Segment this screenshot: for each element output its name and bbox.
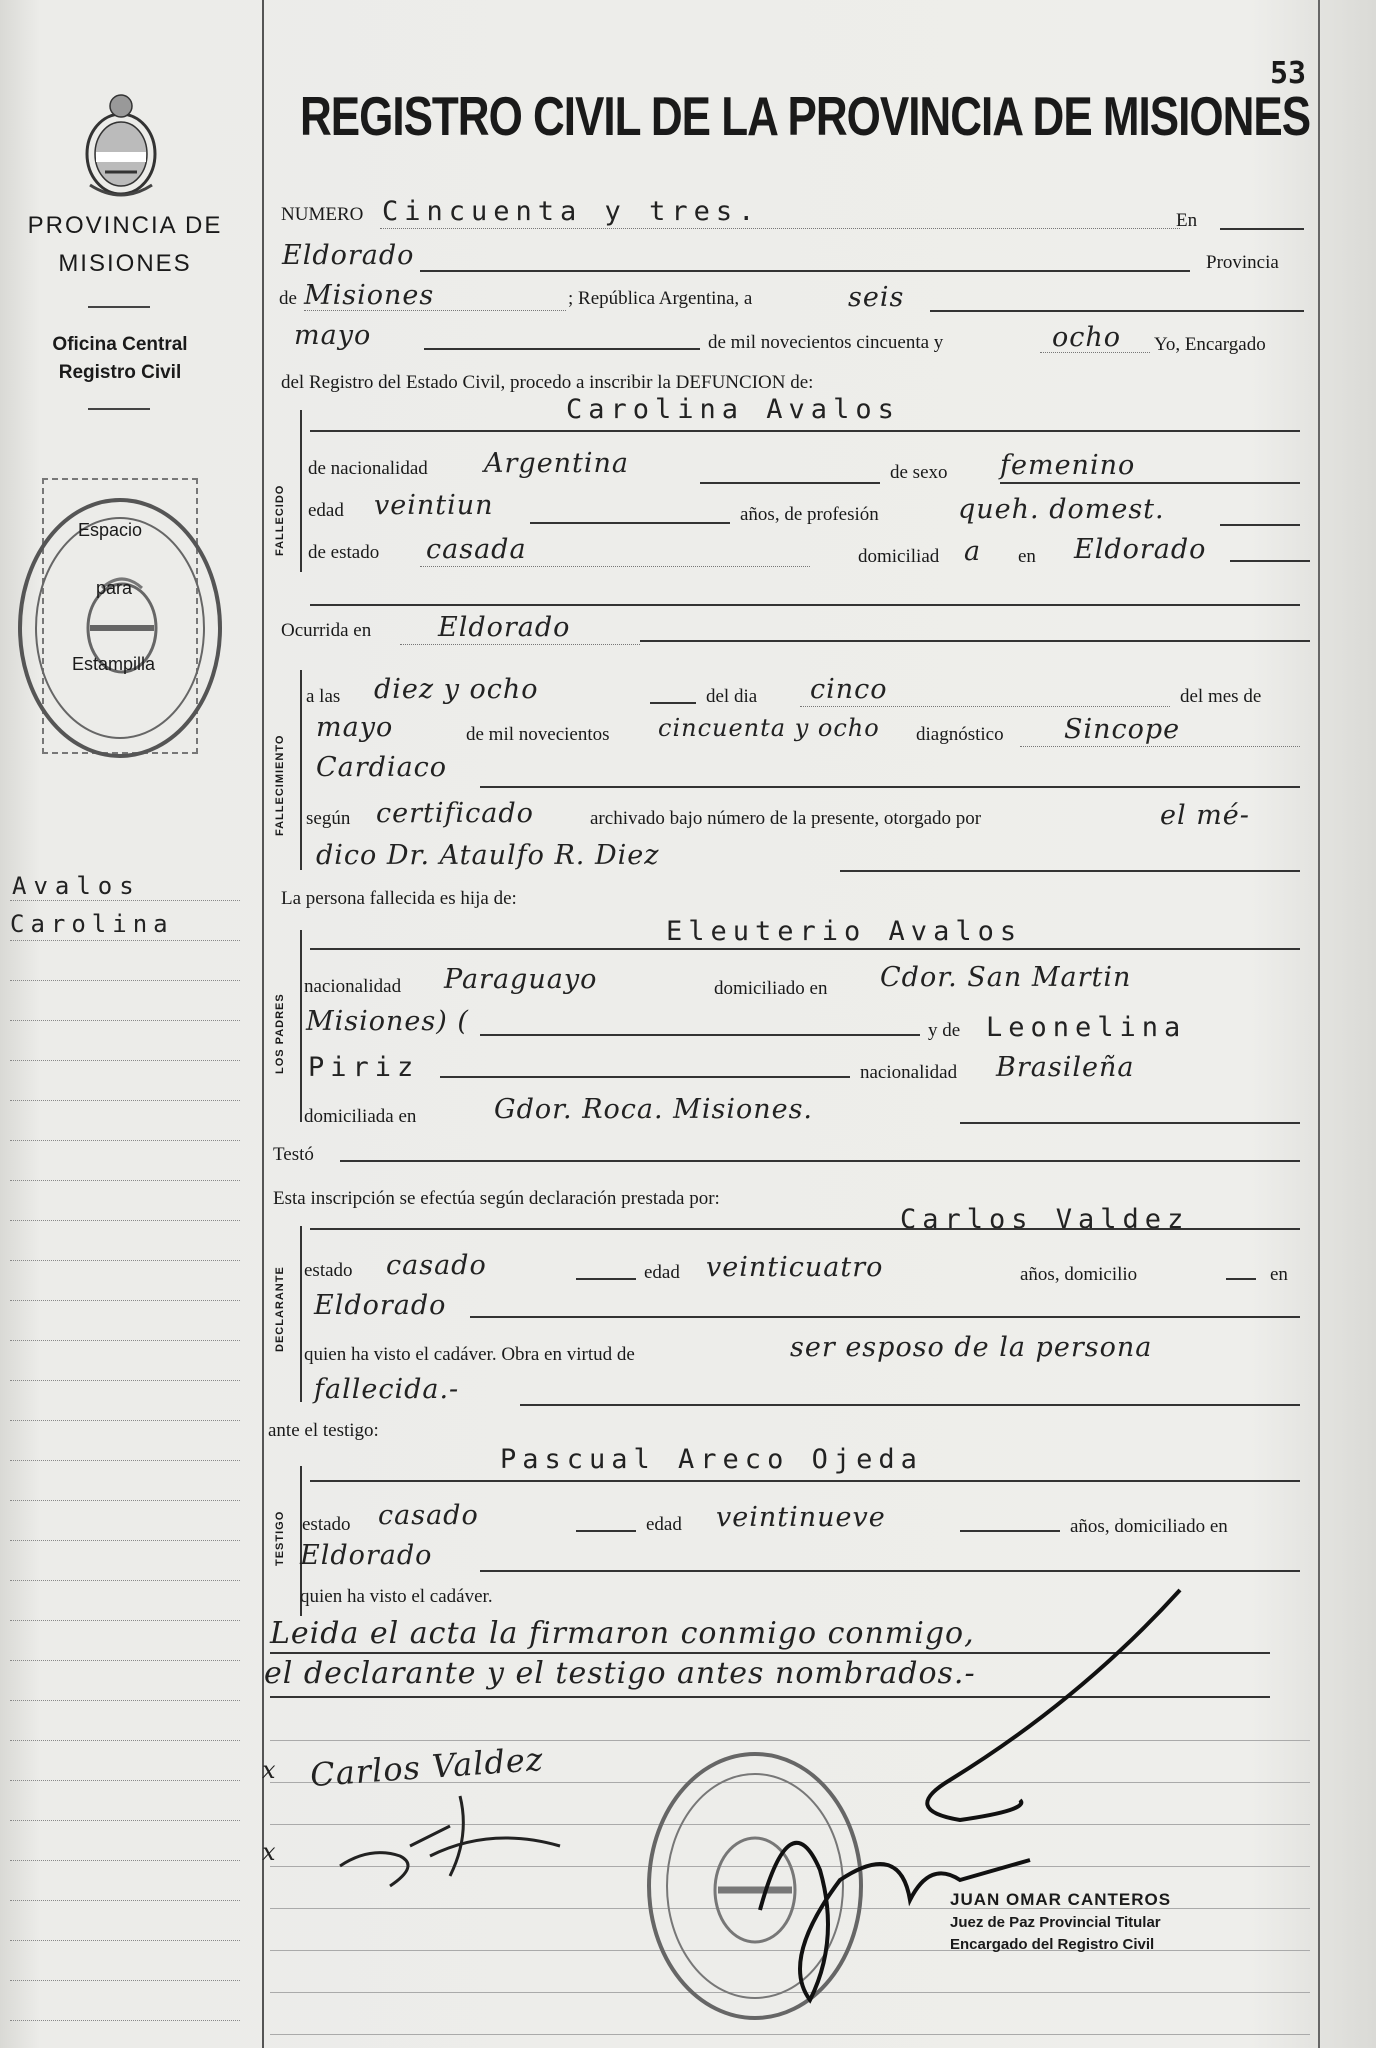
yo-encargado-label: Yo, Encargado bbox=[1154, 334, 1266, 355]
dia-label: del dia bbox=[706, 686, 758, 707]
sidebar-rule bbox=[10, 1740, 240, 1741]
edad-value: veintiun bbox=[374, 490, 494, 521]
domiciliada-label: domiciliada en bbox=[304, 1106, 417, 1127]
fill-line bbox=[1000, 482, 1300, 484]
sidebar-rule bbox=[10, 1580, 240, 1581]
fill-line bbox=[960, 1530, 1060, 1532]
official-signature-scribble-icon bbox=[700, 1580, 1200, 2020]
fill-line bbox=[310, 430, 1300, 432]
padre-name: Eleuterio Avalos bbox=[666, 916, 1023, 947]
ruled-line bbox=[270, 2034, 1310, 2035]
novecientos-label: de mil novecientos bbox=[466, 724, 610, 745]
sidebar-rule bbox=[10, 1780, 240, 1781]
domicilio-value: Eldorado bbox=[1074, 534, 1207, 565]
fill-line bbox=[380, 228, 1180, 229]
fill-line bbox=[420, 270, 1190, 272]
fill-line bbox=[440, 1076, 850, 1078]
sidebar-rule bbox=[10, 1500, 240, 1501]
fill-line bbox=[1220, 228, 1304, 230]
provincia-label: Provincia bbox=[1206, 252, 1279, 273]
diagnostico-label: diagnóstico bbox=[916, 724, 1004, 745]
sidebar-rule bbox=[10, 900, 240, 901]
witness-signature-scribble-icon bbox=[330, 1786, 570, 1896]
domiciliad-label: domiciliad bbox=[858, 546, 940, 567]
cadaver-label: quien ha visto el cadáver. bbox=[300, 1586, 493, 1607]
sidebar-rule bbox=[10, 1340, 240, 1341]
sidebar-rule bbox=[10, 1820, 240, 1821]
padres-section-label: LOS PADRES bbox=[274, 993, 286, 1074]
stamp-space-label: Espacio bbox=[78, 520, 143, 540]
sidebar-rule bbox=[10, 1540, 240, 1541]
fill-line bbox=[1230, 560, 1310, 562]
sidebar-rule bbox=[10, 2020, 240, 2021]
testigo-name: Pascual Areco Ojeda bbox=[500, 1444, 923, 1475]
fill-line bbox=[480, 1570, 1300, 1572]
declarante-estado: casado bbox=[386, 1250, 487, 1281]
sidebar-rule bbox=[10, 1700, 240, 1701]
margin-line bbox=[262, 0, 264, 2048]
ano-value: cincuenta y ocho bbox=[658, 714, 880, 742]
y-de-label: y de bbox=[928, 1020, 961, 1041]
mes-label: del mes de bbox=[1180, 686, 1262, 707]
sidebar-rule bbox=[10, 1060, 240, 1061]
virtud-value-2: fallecida.- bbox=[314, 1374, 460, 1405]
padre-domicilio-2: Misiones) ( bbox=[306, 1006, 469, 1037]
padre-nacionalidad: Paraguayo bbox=[444, 964, 598, 995]
sidebar-rule bbox=[10, 1100, 240, 1101]
declarante-domicilio: Eldorado bbox=[314, 1290, 447, 1321]
sexo-label: de sexo bbox=[890, 462, 948, 483]
sidebar-rule bbox=[10, 1660, 240, 1661]
declarante-section-label: DECLARANTE bbox=[274, 1266, 286, 1352]
madre-surname: Piriz bbox=[308, 1052, 420, 1083]
diagnostico-value-2: Cardiaco bbox=[316, 752, 448, 783]
fill-line bbox=[480, 786, 1300, 788]
hora-value: diez y ocho bbox=[374, 674, 539, 705]
fill-line bbox=[520, 1404, 1300, 1406]
sidebar-rule bbox=[10, 1380, 240, 1381]
cadaver-label: quien ha visto el cadáver. Obra en virtud de bbox=[304, 1344, 635, 1365]
cross-mark: x bbox=[262, 1838, 277, 1866]
sidebar-divider bbox=[88, 306, 150, 308]
fill-line bbox=[1226, 1278, 1256, 1280]
edad-label: edad bbox=[308, 500, 344, 521]
fill-line bbox=[700, 482, 880, 484]
testigo-edad: veintinueve bbox=[716, 1502, 886, 1533]
official-title: Juez de Paz Provincial Titular bbox=[950, 1914, 1161, 1931]
estado-value: casada bbox=[426, 534, 527, 565]
declarante-intro-label: Esta inscripción se efectúa según declaración prestada por: bbox=[273, 1188, 720, 1209]
year-value: ocho bbox=[1052, 322, 1122, 353]
sidebar-divider bbox=[88, 408, 150, 410]
province-heading-line2: MISIONES bbox=[58, 250, 192, 277]
sidebar-rule bbox=[10, 1460, 240, 1461]
fill-line bbox=[576, 1278, 636, 1280]
official-name: JUAN OMAR CANTEROS bbox=[950, 1890, 1172, 1909]
sidebar-rule bbox=[10, 1220, 240, 1221]
declarante-edad: veinticuatro bbox=[706, 1252, 884, 1283]
fill-line bbox=[640, 640, 1310, 642]
fill-line bbox=[930, 310, 1304, 312]
testigo-estado: casado bbox=[378, 1500, 479, 1531]
madre-domicilio: Gdor. Roca. Misiones. bbox=[494, 1094, 814, 1125]
mes-value: mayo bbox=[316, 712, 394, 743]
profesion-label: años, de profesión bbox=[740, 504, 879, 525]
sidebar-rule bbox=[10, 1620, 240, 1621]
numero-value: Cincuenta y tres. bbox=[382, 196, 761, 227]
national-coat-of-arms-icon bbox=[80, 90, 162, 202]
edad-label: edad bbox=[646, 1514, 682, 1535]
ocurrida-value: Eldorado bbox=[438, 612, 571, 643]
ocurrida-label: Ocurrida en bbox=[281, 620, 372, 641]
madre-nacionalidad-label: nacionalidad bbox=[860, 1062, 958, 1083]
place-value: Eldorado bbox=[282, 240, 415, 271]
fill-line bbox=[1220, 524, 1300, 526]
nacionalidad-value: Argentina bbox=[484, 448, 630, 479]
fill-line bbox=[424, 348, 700, 350]
deceased-name: Carolina Avalos bbox=[566, 394, 900, 425]
fill-line bbox=[960, 1122, 1300, 1124]
sidebar-rule bbox=[10, 1300, 240, 1301]
en-label: en bbox=[1018, 546, 1036, 567]
fill-line bbox=[310, 948, 1300, 950]
closing-line-2: el declarante y el testigo antes nombrados.- bbox=[264, 1656, 976, 1691]
provincia-value: Misiones bbox=[304, 280, 435, 311]
en-label: en bbox=[1270, 1264, 1288, 1285]
section-brace bbox=[300, 410, 302, 572]
sidebar-rule bbox=[10, 1180, 240, 1181]
testo-label: Testó bbox=[273, 1144, 314, 1165]
testigo-domicilio: Eldorado bbox=[300, 1540, 433, 1571]
fill-line bbox=[1020, 746, 1300, 747]
madre-nacionalidad: Brasileña bbox=[996, 1052, 1135, 1083]
estado-label: de estado bbox=[308, 542, 380, 563]
closing-line-1: Leida el acta la firmaron conmigo conmigo, bbox=[270, 1616, 975, 1651]
sidebar-rule bbox=[10, 1980, 240, 1981]
medico-value-1: el mé- bbox=[1160, 800, 1250, 831]
domiciliad-suffix: a bbox=[964, 536, 982, 567]
a-las-label: a las bbox=[306, 686, 341, 707]
section-brace bbox=[300, 1226, 302, 1402]
fill-line bbox=[400, 644, 640, 645]
de-label: de bbox=[279, 288, 297, 309]
fill-line bbox=[650, 702, 696, 704]
numero-label: NUMERO bbox=[281, 204, 364, 225]
sidebar-rule bbox=[10, 1020, 240, 1021]
virtud-value: ser esposo de la persona bbox=[790, 1332, 1153, 1363]
fill-line bbox=[840, 870, 1300, 872]
margin-note-surname: Avalos bbox=[12, 872, 141, 900]
sidebar-rule bbox=[10, 1860, 240, 1861]
dia-value: cinco bbox=[810, 674, 888, 705]
estado-label: estado bbox=[302, 1514, 351, 1535]
padres-intro-label: La persona fallecida es hija de: bbox=[281, 888, 517, 909]
segun-label: según bbox=[306, 808, 351, 829]
fill-line bbox=[310, 1480, 1300, 1482]
testigo-intro-label: ante el testigo: bbox=[268, 1420, 379, 1441]
testigo-section-label: TESTIGO bbox=[274, 1510, 286, 1566]
fill-line bbox=[530, 522, 730, 524]
madre-name: Leonelina bbox=[986, 1012, 1187, 1043]
sidebar-rule bbox=[10, 1420, 240, 1421]
archivado-label: archivado bajo número de la presente, otorgado por bbox=[590, 808, 982, 829]
estado-label: estado bbox=[304, 1260, 353, 1281]
diagnostico-value: Sincope bbox=[1064, 714, 1181, 745]
anos-domiciliado-label: años, domiciliado en bbox=[1070, 1516, 1228, 1537]
day-value: seis bbox=[848, 282, 905, 313]
stamp-space-label: Estampilla bbox=[72, 654, 156, 674]
anos-domicilio-label: años, domicilio bbox=[1020, 1264, 1138, 1285]
sidebar-rule bbox=[10, 1260, 240, 1261]
office-line1: Oficina Central bbox=[52, 334, 188, 355]
document-title: REGISTRO CIVIL DE LA PROVINCIA DE MISIONES bbox=[300, 86, 1311, 148]
cross-mark: x bbox=[262, 1756, 277, 1784]
right-margin-line bbox=[1318, 0, 1320, 2048]
fill-line bbox=[470, 1316, 1300, 1318]
sidebar-rule bbox=[10, 1140, 240, 1141]
fill-line bbox=[310, 604, 1300, 606]
office-line2: Registro Civil bbox=[58, 362, 182, 383]
fallecimiento-section-label: FALLECIMIENTO bbox=[274, 734, 286, 836]
fill-line bbox=[480, 1034, 920, 1036]
registro-label: del Registro del Estado Civil, procedo a inscribir la DEFUNCION de: bbox=[281, 372, 814, 393]
sexo-value: femenino bbox=[1000, 450, 1136, 481]
section-brace bbox=[300, 670, 302, 870]
fill-line bbox=[310, 1228, 1300, 1230]
sidebar-rule bbox=[10, 1900, 240, 1901]
fallecido-section-label: FALLECIDO bbox=[274, 484, 286, 556]
month-value: mayo bbox=[294, 320, 372, 351]
fill-line bbox=[576, 1530, 636, 1532]
profesion-value: queh. domest. bbox=[958, 494, 1165, 525]
republica-label: ; República Argentina, a bbox=[568, 288, 753, 309]
official-role: Encargado del Registro Civil bbox=[950, 1936, 1155, 1953]
declarante-name: Carlos Valdez bbox=[900, 1204, 1190, 1235]
section-brace bbox=[300, 930, 302, 1122]
fill-line bbox=[340, 1160, 1300, 1162]
declarante-signature: Carlos Valdez bbox=[308, 1739, 545, 1795]
nacionalidad-label: nacionalidad bbox=[304, 976, 402, 997]
fill-line bbox=[420, 566, 810, 567]
page-number: 53 bbox=[1270, 56, 1307, 91]
edad-label: edad bbox=[644, 1262, 680, 1283]
sidebar-rule bbox=[10, 980, 240, 981]
en-label: En bbox=[1176, 210, 1198, 231]
margin-note-firstname: Carolina bbox=[10, 910, 174, 938]
domiciliado-label: domiciliado en bbox=[714, 978, 828, 999]
stamp-space-label: para bbox=[96, 578, 133, 598]
fill-line bbox=[800, 706, 1170, 707]
segun-value: certificado bbox=[376, 798, 534, 829]
sidebar-rule bbox=[10, 940, 240, 941]
padre-domicilio: Cdor. San Martin bbox=[880, 962, 1132, 993]
medico-value-2: dico Dr. Ataulfo R. Diez bbox=[316, 840, 660, 871]
province-heading-line1: PROVINCIA DE bbox=[27, 212, 223, 239]
sidebar-rule bbox=[10, 1940, 240, 1941]
fill-line bbox=[1040, 352, 1150, 353]
fill-line bbox=[304, 310, 566, 311]
nacionalidad-label: de nacionalidad bbox=[308, 458, 428, 479]
year-label: de mil novecientos cincuenta y bbox=[708, 332, 944, 353]
